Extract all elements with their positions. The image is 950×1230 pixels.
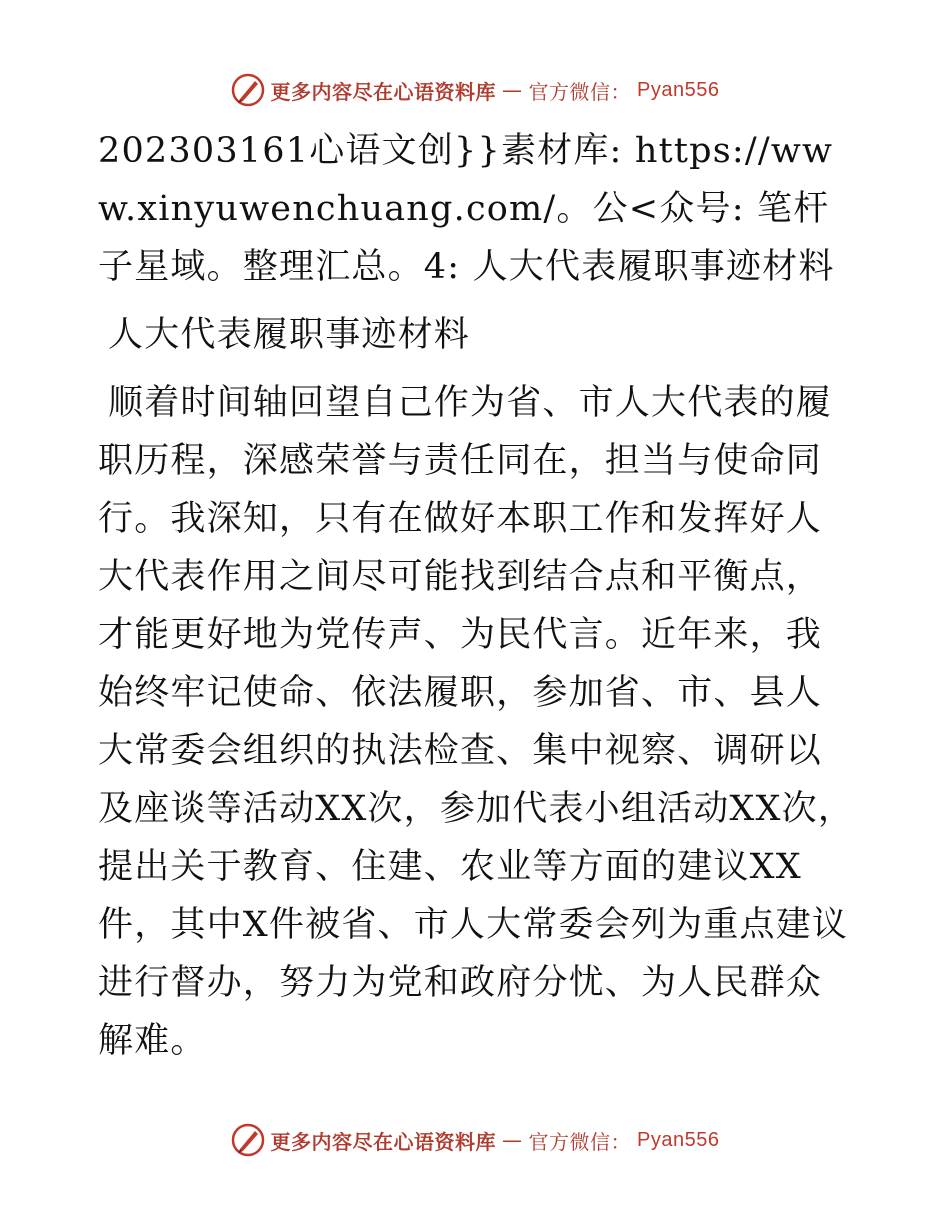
footer-wechat-id: Pyan556 <box>637 1128 720 1151</box>
quill-pen-logo-icon <box>231 1123 265 1157</box>
quill-pen-logo-icon <box>231 73 265 107</box>
page-footer <box>0 1120 950 1160</box>
header-banner <box>231 73 720 107</box>
document-title: 人大代表履职事迹材料 <box>108 315 471 355</box>
header-wechat-id: Pyan556 <box>637 78 720 101</box>
document-body <box>98 122 858 1070</box>
body-paragraph: 顺着时间轴回望自己作为省、市人大代表的履职历程，深感荣誉与责任同在，担当与使命同行。我深知，只有在做好本职工作和发挥好人大代表作用之间尽可能找到结合点和平衡点，才能更好地为党传声、为民代言。近年来，我始终牢记使命、依法履职，参加省、市、县人大常委会组织的执法检查、集中视察、调研以及座谈等活动XX次，参加代表小组活动XX次，提出关于教育、住建、农业等方面的建议XX件，其中X件被省、市人大常委会列为重点建议进行督办，努力为党和政府分忧、为人民群众解难。 <box>98 383 855 1061</box>
header-wechat-label: 官方微信： <box>528 79 632 104</box>
footer-wechat-label: 官方微信： <box>528 1129 632 1154</box>
footer-dash: — <box>502 1128 523 1152</box>
header-brand-text: 更多内容尽在心语资料库 <box>270 79 497 104</box>
intro-line: 202303161心语文创}}素材库: https://www.xinyuwenchuang.com/。公<众号: 笔杆子星域。整理汇总。4: 人大代表履职事迹材料 <box>98 131 835 287</box>
header-dash: — <box>502 78 523 102</box>
footer-brand-text: 更多内容尽在心语资料库 <box>270 1129 497 1154</box>
page-header <box>0 70 950 110</box>
footer-banner <box>231 1123 720 1157</box>
